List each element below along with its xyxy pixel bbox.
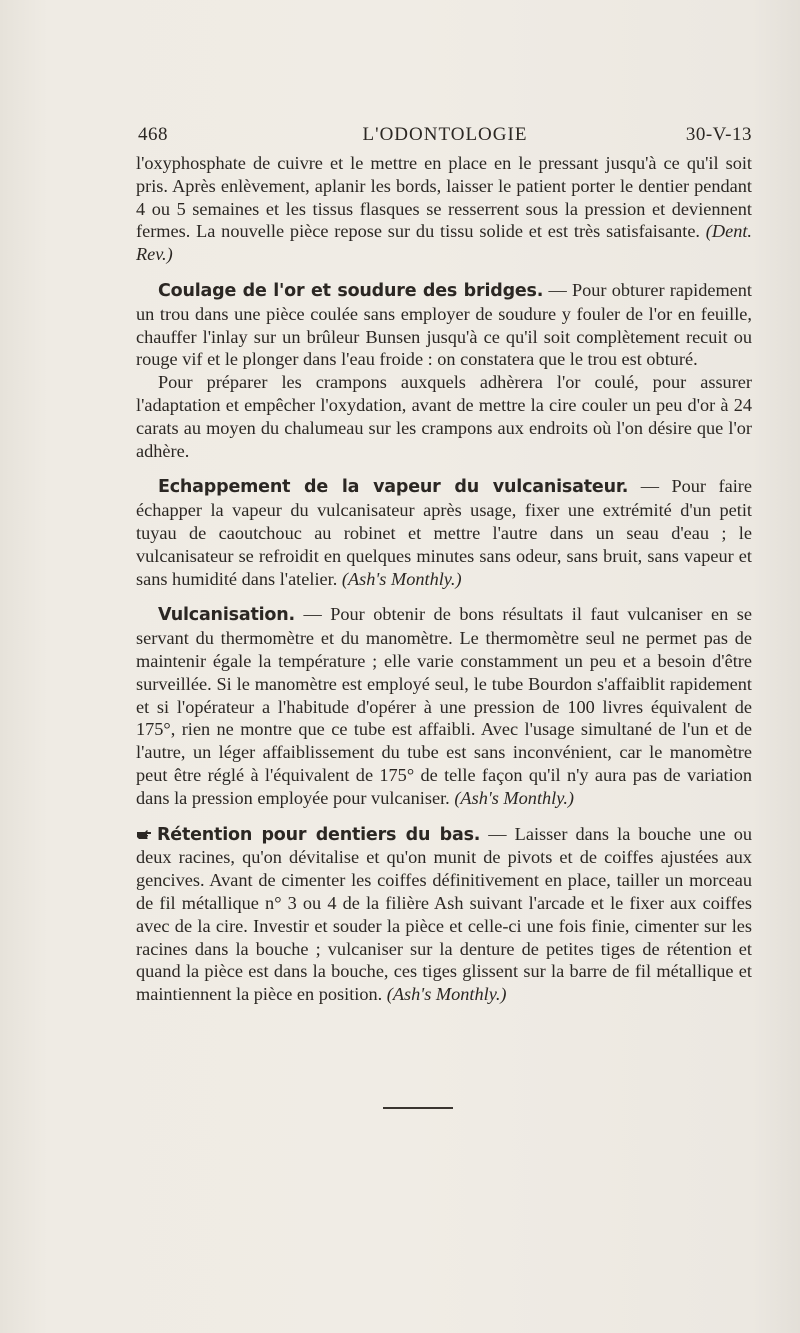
issue-date: 30-V-13 — [685, 124, 752, 145]
source-citation: (Ash's Monthly.) — [341, 568, 462, 589]
section-text: — Pour obtenir de bons résultats il faut vulcaniser en se servant du thermomètre et du manomètre. Le thermomètre seul ne permet pas de maintenir égale la température ; elle varie constamment un peu et a besoin d'être surveillée. Si le manomètre est employé seul, le tube Bourdon s'affaiblit rapidement et si l'opérateur a l'habitude d'opérer à une pression de 100 livres équivalent de 175°, rien ne montre que ce tube est affaibli. Avec l'usage simultané de l'un et de l'autre, un léger affaiblissement du tube est sans inconvénient, car le manomètre peut être réglé à l'équivalent de 175° de telle façon qu'il n'y aura pas de variation dans la pression employée pour vulcaniser. — [136, 604, 752, 808]
section-heading: Rétention pour dentiers du bas. — [157, 824, 481, 845]
source-citation: (Ash's Monthly.) — [386, 984, 507, 1005]
section-retention — [136, 823, 752, 1006]
source-citation: (Dent. Rev.) — [136, 221, 752, 265]
article-body — [136, 152, 752, 1006]
page-number: 468 — [138, 124, 168, 145]
pointing-hand-icon — [136, 824, 152, 838]
journal-title: L'ODONTOLOGIE — [362, 124, 528, 145]
source-citation: (Ash's Monthly.) — [454, 787, 575, 808]
section-heading: Coulage de l'or et soudure des bridges. — [158, 280, 544, 301]
section-coulage — [136, 279, 752, 371]
section-text: — Pour obturer rapidement un trou dans une pièce coulée sans employer de soudure y fouler de l'or en feuille, chauffer l'inlay sur un brûleur Bunsen jusqu'à ce qu'il soit complètement recuit ou rouge vif et le plonger dans l'eau froide : on constatera que le trou est obturé. — [136, 279, 752, 370]
section-vulcanisation — [136, 603, 752, 809]
section-text: — Laisser dans la bouche une ou deux racines, qu'on dévitalise et qu'on munit de pivots et de coiffes ajustées aux gencives. Avant de cimenter les coiffes définitivement en place, tailler un morceau de fil métallique n° 3 ou 4 de la filière Ash suivant l'arcade et le fixer aux coiffes avec de la cire. Investir et souder la pièce et celle-ci une fois finie, cimenter sur les racines dans la bouche ; vulcaniser sur la denture de petites tiges de rétention et quand la pièce est dans la bouche, ces tiges glissent sur la barre de fil métallique et maintiennent la pièce en position. — [136, 823, 752, 1005]
paragraph-text: l'oxyphosphate de cuivre et le mettre en place en le pressant jusqu'à ce qu'il soit pris. Après enlèvement, aplanir les bords, laisser le patient porter le dentier pendant 4 ou 5 semaines et les tissus flasques se resserrent sous la pression et deviennent fermes. La nouvelle pièce repose sur du tissu solide et est très satisfaisante. — [136, 153, 752, 242]
continued-paragraph — [136, 152, 752, 266]
section-text: Pour préparer les crampons auxquels adhèrera l'or coulé, pour assurer l'adaptation et empêcher l'oxydation, avant de mettre la cire couler un peu d'or à 24 carats au moyen du chalumeau sur les crampons aux endroits où l'on désire que l'or adhère. — [136, 372, 752, 461]
section-echappement — [136, 475, 752, 590]
end-rule — [383, 1107, 453, 1109]
section-coulage-paragraph-2 — [136, 371, 752, 462]
running-head — [138, 124, 752, 148]
section-heading: Vulcanisation. — [158, 605, 295, 626]
section-heading: Echappement de la vapeur du vulcanisateur. — [158, 477, 629, 498]
section-text: — Pour faire échapper la vapeur du vulcanisateur après usage, fixer une extrémité d'un petit tuyau de caoutchouc au robinet et mettre l'autre dans un seau d'eau ; le vulcanisateur se refroidit en quelques minutes sans odeur, sans bruit, sans vapeur et sans humidité dans l'atelier. — [136, 476, 752, 589]
